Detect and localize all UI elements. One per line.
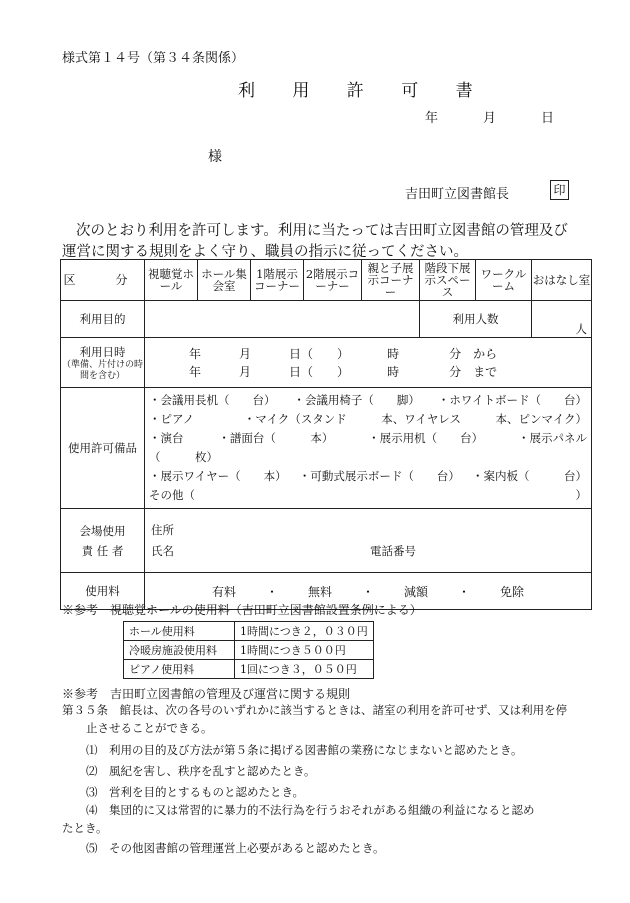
until-text: まで [473, 365, 498, 379]
responsible-label-2: 責 任 者 [81, 543, 124, 558]
datetime-label-cell [61, 338, 145, 388]
until-year: 年 [189, 365, 202, 379]
fee-label: 使用料 [61, 573, 145, 610]
from-hour: 時 [387, 347, 400, 361]
from-day: 日 [289, 347, 302, 361]
phone-label: 電話番号 [370, 543, 416, 558]
responsible-field[interactable] [145, 509, 592, 573]
room-family-exhibit[interactable]: 親と子展示コーナー [362, 260, 420, 301]
equip-long-desk: ・会議用長机（ 台） [149, 393, 276, 407]
purpose-label: 利用目的 [61, 301, 145, 338]
room-hall-meeting[interactable]: ホール集会室 [198, 260, 251, 301]
reference-2: ※参考 吉田町立図書館の管理及び運営に関する規則 [62, 687, 351, 701]
equipment-line-4: （ 枚） [149, 450, 218, 464]
equip-wire: ・展示ワイヤー（ 本） [149, 469, 287, 483]
equip-exhibit-desk: ・展示用机（ 台） [368, 431, 484, 445]
equip-sign: ・案内板（ 台） [472, 469, 587, 483]
until-weekday: （ ） [301, 365, 350, 379]
fee-sep-1: ・ [265, 584, 278, 599]
equip-podium: ・演台 [149, 431, 184, 445]
fee-free[interactable]: 無料 [307, 584, 332, 599]
room-stair-exhibit[interactable]: 階段下展示スペース [420, 260, 476, 301]
datetime-label: 利用日時 [79, 344, 126, 359]
count-field[interactable] [532, 301, 592, 338]
responsible-label [61, 509, 145, 573]
equip-panel: ・展示パネル [517, 431, 587, 445]
datetime-from-line [145, 345, 591, 363]
room-story[interactable]: おはなし室 [532, 260, 592, 301]
until-minute: 分 [449, 365, 462, 379]
count-unit: 人 [575, 322, 587, 336]
article-line-1: 第３５条 館長は、次の各号のいずれかに該当するときは、諸室の利用を許可せず、又は利用を停 [62, 703, 568, 717]
rule-item-1: ⑴ 利用の目的及び方法が第５条に掲げる図書館の業務になじまないと認めたとき。 [86, 743, 523, 757]
document-title: 利 用 許 可 書 [238, 81, 489, 101]
purpose-field[interactable] [145, 301, 420, 338]
equip-chair: ・会議用椅子（ 脚） [293, 393, 420, 407]
from-text: から [473, 347, 498, 361]
room-2f-exhibit[interactable]: 2階展示コーナー [304, 260, 362, 301]
room-work[interactable]: ワークルーム [476, 260, 532, 301]
reference-1: ※参考 視聴覚ホールの使用料（吉田町立図書館設置条例による） [62, 603, 422, 617]
equipment-line-3 [149, 429, 587, 448]
rule-item-3: ⑶ 営利を目的とするものと認めたとき。 [86, 785, 305, 799]
from-minute: 分 [449, 347, 462, 361]
intro-line-1: 次のとおり利用を許可します。利用に当たっては吉田町立図書館の管理及び [76, 223, 568, 239]
from-month: 月 [239, 347, 252, 361]
rule-item-4: ⑷ 集団的に又は常習的に暴力的不法行為を行うおそれがある組織の利益になると認め [86, 803, 535, 817]
rule-item-2: ⑵ 風紀を害し、秩序を乱すと認めたとき。 [86, 764, 316, 778]
equipment-field[interactable] [145, 388, 592, 509]
name-label: 氏名 [151, 543, 174, 558]
rule-item-5: ⑸ その他図書館の管理運営上必要があると認めたとき。 [86, 841, 385, 855]
fee-exempt[interactable]: 免除 [500, 584, 525, 599]
equipment-line-1 [149, 391, 587, 410]
fee-reduced[interactable]: 減額 [404, 584, 429, 599]
fee-sep-3: ・ [458, 584, 471, 599]
from-weekday: （ ） [301, 347, 350, 361]
count-label: 利用人数 [420, 301, 532, 338]
intro-text [62, 221, 602, 263]
fee-table-row [124, 622, 374, 641]
issuer: 吉田町立図書館長 [405, 187, 510, 202]
responsible-row [61, 509, 592, 573]
equipment-label: 使用許可備品 [61, 388, 145, 509]
equip-board: ・可動式展示ボード（ 台） [298, 469, 460, 483]
room-1f-exhibit[interactable]: 1階展示コーナー [251, 260, 304, 301]
addressee-suffix: 様 [208, 149, 222, 165]
equip-other: その他（ [149, 488, 195, 502]
rule-item-4-cont: たとき。 [62, 821, 108, 835]
permit-table [60, 259, 592, 610]
equipment-line-5 [149, 467, 587, 486]
datetime-row [61, 338, 592, 388]
from-year: 年 [189, 347, 202, 361]
until-month: 月 [239, 365, 252, 379]
equip-other-close: ） [575, 488, 587, 502]
fee-item: ホール使用料 [124, 622, 235, 641]
equip-whiteboard: ・ホワイトボード（ 台） [437, 393, 587, 407]
equip-mic: ・マイク（スタンド 本、ワイヤレス 本、ピンマイク） [243, 412, 587, 426]
datetime-note: （準備、片付けの時間を含む） [61, 359, 143, 381]
equipment-row [61, 388, 592, 509]
date-year: 年 [425, 111, 439, 126]
purpose-row [61, 301, 592, 338]
date-month: 月 [483, 111, 497, 126]
datetime-until-line [145, 363, 591, 381]
fee-table-row [124, 660, 374, 679]
fee-price: 1回につき３，０５０円 [235, 660, 374, 679]
fee-table [123, 621, 374, 679]
equip-piano: ・ピアノ [149, 412, 195, 426]
responsible-label-1: 会場使用 [79, 523, 126, 538]
kubun-label: 区 分 [61, 260, 145, 301]
date-day: 日 [541, 111, 555, 126]
fee-price: 1時間につき５００円 [235, 641, 374, 660]
name-line [151, 541, 585, 562]
room-av-hall[interactable]: 視聴覚ホール [145, 260, 198, 301]
article-line-2: 止させることができる。 [86, 721, 213, 735]
fee-table-row [124, 641, 374, 660]
fee-price: 1時間につき２，０３０円 [235, 622, 374, 641]
until-hour: 時 [387, 365, 400, 379]
fee-sep-2: ・ [361, 584, 374, 599]
until-day: 日 [289, 365, 302, 379]
form-number: 様式第１４号（第３４条関係） [62, 51, 245, 66]
equip-music-stand: ・譜面台（ 本） [218, 431, 334, 445]
address-label: 住所 [151, 522, 174, 537]
fee-paid[interactable]: 有料 [211, 584, 236, 599]
datetime-field[interactable] [145, 338, 592, 388]
equipment-line-2 [149, 410, 587, 429]
fee-item: 冷暖房施設使用料 [124, 641, 235, 660]
fee-item: ピアノ使用料 [124, 660, 235, 679]
room-header-row [61, 260, 592, 301]
seal-box: 印 [550, 180, 569, 200]
equipment-line-6 [149, 486, 587, 505]
intro-line-2: 運営に関する規則をよく守り、職員の指示に従ってください。 [62, 244, 468, 260]
